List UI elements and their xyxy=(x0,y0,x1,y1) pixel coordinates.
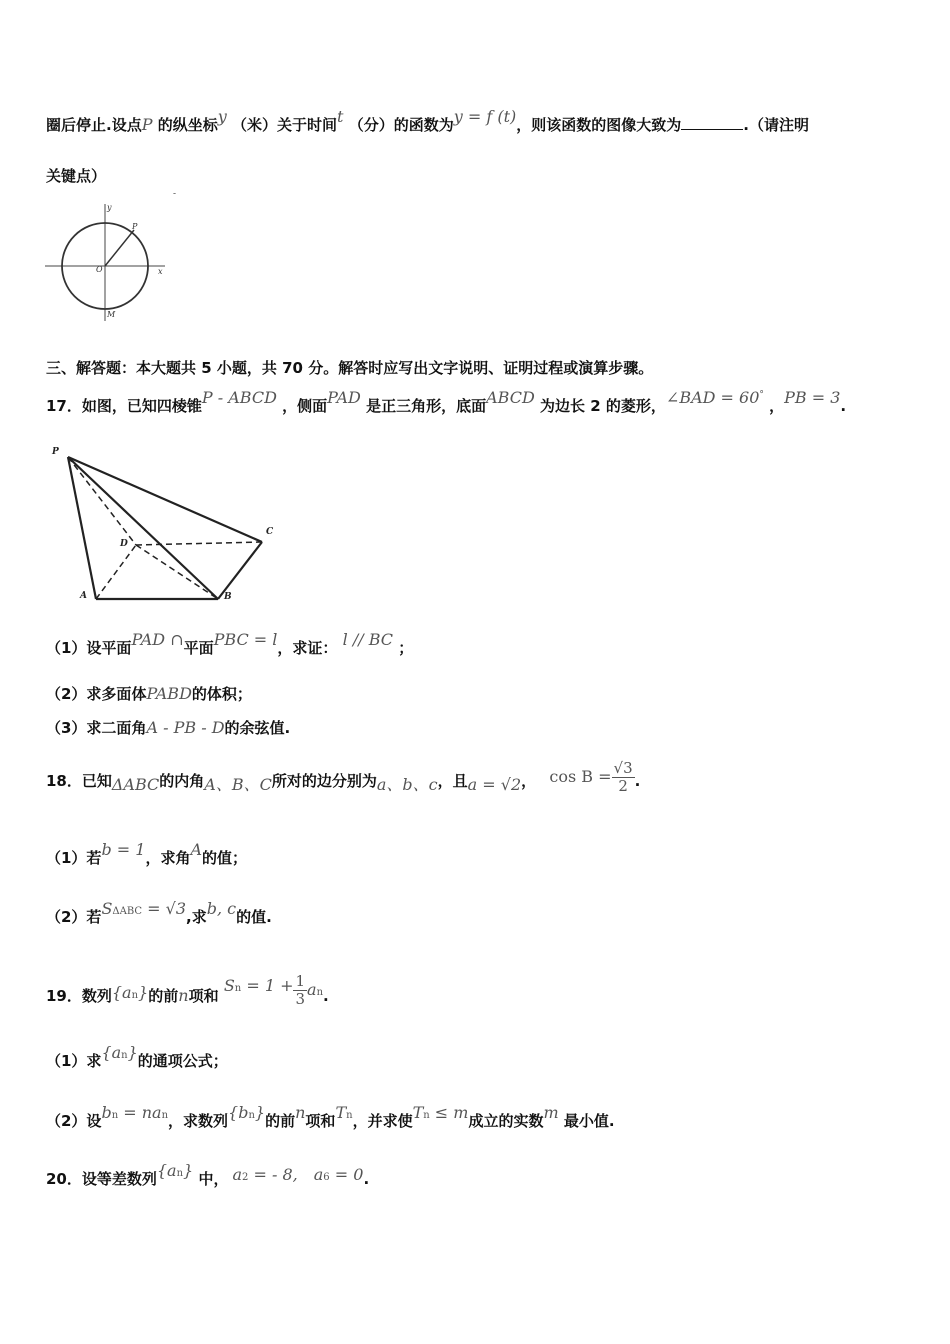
subscript: n xyxy=(111,1110,119,1121)
math: cos B = xyxy=(549,767,612,786)
label-d: D xyxy=(120,539,128,549)
subscript: 6 xyxy=(323,1172,330,1183)
text: ,求 xyxy=(186,908,207,926)
subscript: n xyxy=(248,1110,255,1121)
subscript: 2 xyxy=(242,1172,249,1183)
math: A xyxy=(190,840,203,859)
text: 的内角 xyxy=(159,772,205,790)
math-part: b xyxy=(101,1103,112,1122)
edge-ad xyxy=(96,545,136,599)
math: y xyxy=(217,107,227,126)
text: . xyxy=(634,772,641,790)
math-part: } xyxy=(138,983,149,1002)
edge-dc xyxy=(136,542,262,545)
text: 项和 xyxy=(188,987,219,1005)
math-part: T xyxy=(412,1103,424,1122)
text: （3）求二面角 xyxy=(46,719,147,737)
math: n xyxy=(295,1103,306,1122)
math-part: T xyxy=(335,1103,347,1122)
subscript: n xyxy=(161,1110,169,1121)
subscript: n xyxy=(346,1110,353,1121)
q17-part1 xyxy=(46,630,414,658)
text: 的体积； xyxy=(191,685,252,703)
math: P - ABCD xyxy=(201,388,277,407)
label-c: C xyxy=(266,527,274,537)
text: 平面 xyxy=(183,639,214,657)
label-p: P xyxy=(52,447,59,457)
text: 的纵坐标 xyxy=(157,116,218,134)
q18-part2 xyxy=(46,899,272,927)
label-x: x xyxy=(158,267,163,276)
q18-stem xyxy=(46,759,641,799)
math-function: y = f (t) xyxy=(453,107,517,126)
math: n xyxy=(178,986,189,1005)
math xyxy=(157,1161,193,1180)
text: （1）若 xyxy=(46,849,102,867)
math-part: } xyxy=(183,1161,194,1180)
text: （2）求多面体 xyxy=(46,685,147,703)
text: .（请注明 xyxy=(743,116,809,134)
text: 是正三角形，底面 xyxy=(366,397,487,415)
q20-stem xyxy=(46,1161,370,1189)
math xyxy=(228,1103,265,1122)
q19-part1 xyxy=(46,1043,228,1071)
edge-pb xyxy=(68,457,218,599)
text: ，则该函数的图像大致为 xyxy=(516,116,682,134)
text: ，且 xyxy=(437,772,468,790)
math-part: {a xyxy=(156,1161,177,1180)
math: P xyxy=(141,115,153,134)
denominator: 3 xyxy=(295,990,306,1008)
text: 所对的边分别为 xyxy=(271,772,377,790)
fraction xyxy=(612,760,635,795)
math: l // BC xyxy=(342,630,394,649)
text: 的余弦值. xyxy=(224,719,291,737)
text: 的通项公式； xyxy=(137,1052,228,1070)
label-o: O xyxy=(96,265,103,274)
text: （1）设平面 xyxy=(46,639,132,657)
text: 的前 xyxy=(265,1112,296,1130)
label-a: A xyxy=(80,591,87,601)
text: 最小值. xyxy=(563,1112,615,1130)
text: 17．如图，已知四棱锥 xyxy=(46,397,202,415)
label-y: y xyxy=(107,203,112,212)
subscript: n xyxy=(316,987,324,998)
text: （米）关于时间 xyxy=(232,116,338,134)
math: A - PB - D xyxy=(146,718,225,737)
text: 为边长 2 的菱形， xyxy=(540,397,666,415)
pyramid-figure xyxy=(40,440,290,610)
numerator: 1 xyxy=(295,972,306,990)
math-part: } xyxy=(254,1103,266,1122)
text: . xyxy=(363,1170,370,1188)
edge-db xyxy=(136,545,218,599)
text: 中， xyxy=(198,1170,229,1188)
text: 20．设等差数列 xyxy=(46,1170,157,1188)
math-part: } xyxy=(127,1043,138,1062)
numerator: √3 xyxy=(613,759,633,777)
text: ，求数列 xyxy=(168,1112,229,1130)
q17-part2 xyxy=(46,683,252,704)
math-part: {b xyxy=(228,1103,249,1122)
text: 圈后停止.设点 xyxy=(46,116,142,134)
math xyxy=(335,1103,352,1122)
edge-pc xyxy=(68,457,262,542)
q18-part1 xyxy=(46,840,248,868)
math-part: {a xyxy=(101,1043,122,1062)
text: （2）若 xyxy=(46,908,102,926)
math: PABD xyxy=(146,684,192,703)
math: ΔABC xyxy=(111,775,160,794)
q17-stem xyxy=(46,388,847,416)
text: 的值； xyxy=(202,849,248,867)
text: . xyxy=(323,987,329,1005)
subscript: n xyxy=(423,1110,430,1121)
math-part: = 0 xyxy=(329,1165,364,1184)
math xyxy=(101,899,186,918)
math xyxy=(101,1103,168,1122)
math xyxy=(101,1043,137,1062)
math-value: = √3 xyxy=(142,899,186,918)
math: ABCD xyxy=(486,388,535,407)
text: ； xyxy=(398,639,414,657)
text: ，求角 xyxy=(145,849,191,867)
text: 的前 xyxy=(148,987,179,1005)
math: a、b、c xyxy=(376,775,438,794)
math: b, c xyxy=(206,899,237,918)
radius-op xyxy=(105,230,134,266)
math-part: = 1 + xyxy=(241,976,294,995)
math: PAD xyxy=(327,388,361,407)
math xyxy=(232,1165,297,1184)
continuation-line-2: 关键点） xyxy=(46,167,107,185)
text: （2）设 xyxy=(46,1112,102,1130)
label-p: P xyxy=(132,222,138,231)
math xyxy=(314,1165,364,1184)
text: （1）求 xyxy=(46,1052,102,1070)
text: ，并求使 xyxy=(352,1112,413,1130)
q19-part2 xyxy=(46,1103,615,1131)
math: ° xyxy=(759,390,764,400)
text: 项和 xyxy=(305,1112,336,1130)
math-part: {a xyxy=(111,983,132,1002)
stray-mark: - xyxy=(173,189,177,199)
answer-blank xyxy=(681,115,743,130)
text: （分）的函数为 xyxy=(348,116,454,134)
circle-figure xyxy=(40,186,190,326)
math xyxy=(112,983,148,1002)
math: t xyxy=(337,107,344,126)
text: ，侧面 xyxy=(282,397,328,415)
math-part: = - 8, xyxy=(248,1165,298,1184)
text: . xyxy=(840,397,847,415)
text: 19．数列 xyxy=(46,987,112,1005)
math xyxy=(307,980,323,999)
math: A、B、C xyxy=(204,775,272,794)
math: PB = 3 xyxy=(784,388,841,407)
edge-bc xyxy=(218,542,262,599)
subscript: n xyxy=(131,990,139,1001)
subscript: n xyxy=(121,1050,128,1061)
label-b: B xyxy=(224,592,232,602)
math: PAD ∩ xyxy=(131,630,184,649)
math: PBC = l xyxy=(213,630,278,649)
text: ，求证： xyxy=(277,639,338,657)
math-part: a xyxy=(232,1165,243,1184)
math-part: = na xyxy=(118,1103,162,1122)
math: b = 1 xyxy=(101,840,146,859)
denominator: 2 xyxy=(618,777,628,795)
math xyxy=(413,1103,469,1122)
math-symbol: S xyxy=(101,899,113,918)
text: 18．已知 xyxy=(46,772,112,790)
fraction xyxy=(293,973,307,1008)
subscript: n xyxy=(234,983,242,994)
subscript: n xyxy=(176,1168,184,1179)
math-part: ≤ m xyxy=(429,1103,469,1122)
edge-pd xyxy=(68,457,136,545)
text: ， xyxy=(521,772,537,790)
section-heading: 三、解答题：本大题共 5 小题，共 70 分。解答时应写出文字说明、证明过程或演算步骤。 xyxy=(46,359,654,377)
text: 的值. xyxy=(236,908,272,926)
label-m: M xyxy=(107,310,116,319)
text: ， xyxy=(769,397,785,415)
q17-part3 xyxy=(46,717,290,738)
subscript: ΔABC xyxy=(112,906,143,917)
math xyxy=(224,976,294,995)
math: a = √2 xyxy=(467,775,522,794)
q19-stem xyxy=(46,972,329,1014)
text: 成立的实数 xyxy=(468,1112,544,1130)
math-part: a xyxy=(313,1165,324,1184)
math-part: a xyxy=(307,980,317,999)
math-part: S xyxy=(223,976,235,995)
math: ∠BAD = 60 xyxy=(665,388,760,407)
continuation-line-1 xyxy=(46,107,809,135)
math: m xyxy=(543,1103,559,1122)
